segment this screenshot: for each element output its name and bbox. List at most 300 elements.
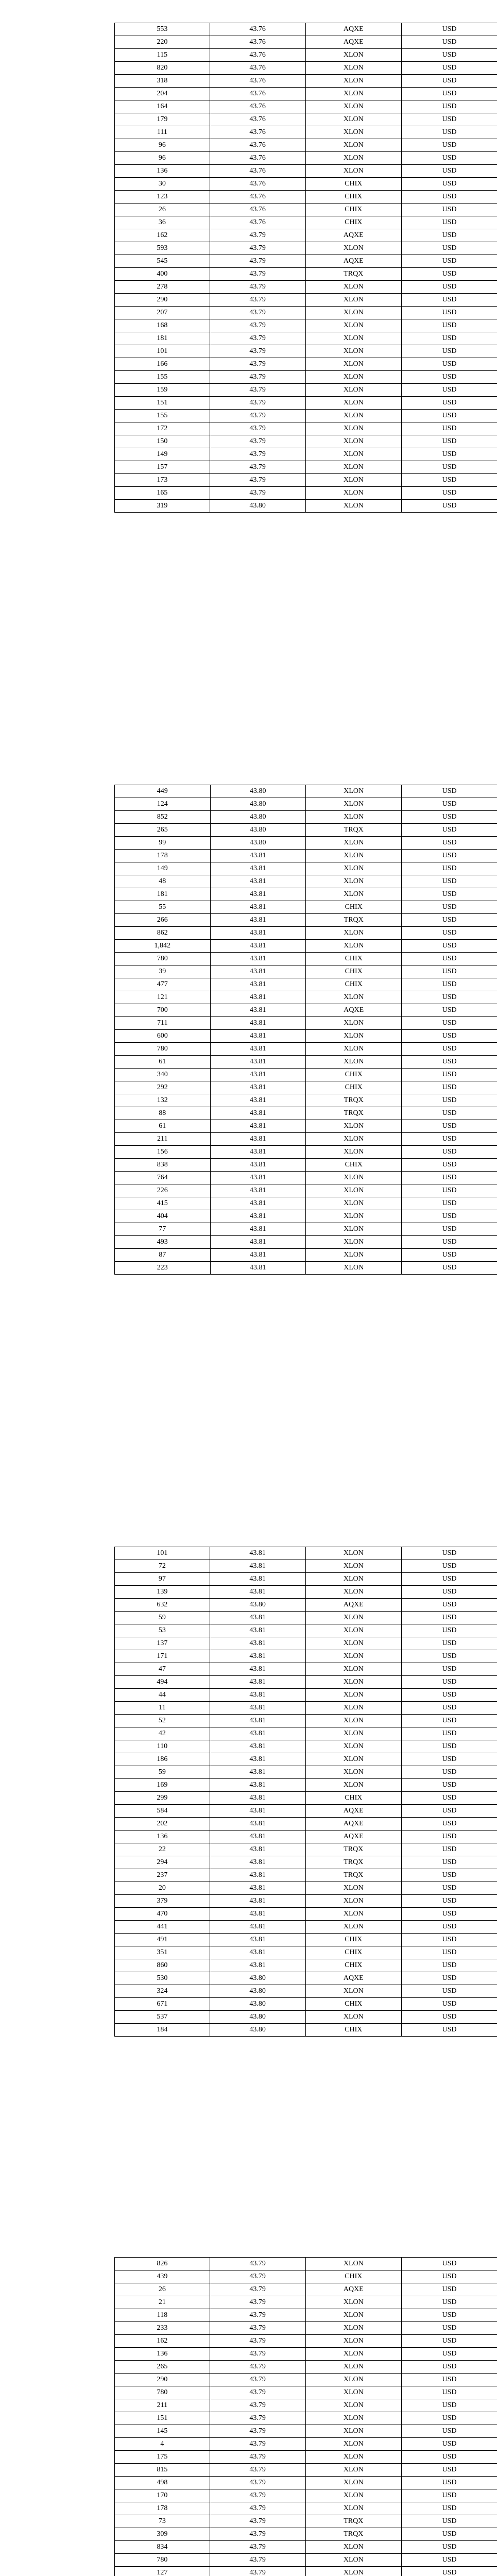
currency-cell: USD [402,2438,497,2451]
quantity-cell: 139 [115,1586,210,1599]
venue-cell: XLON [306,1236,402,1249]
price-cell: 43.81 [210,1676,305,1689]
table-row [115,1573,497,1586]
price-cell: 43.80 [210,1998,305,2011]
venue-cell: XLON [305,100,402,113]
quantity-cell: 178 [115,850,211,862]
price-cell: 43.81 [210,1017,306,1030]
venue-cell: XLON [305,2348,402,2361]
price-cell: 43.79 [210,2425,305,2438]
venue-cell: XLON [306,1133,402,1146]
price-cell: 43.79 [210,229,305,242]
currency-cell: USD [402,914,497,927]
price-cell: 43.79 [210,2361,305,2374]
price-cell: 43.81 [210,1081,306,1094]
quantity-cell: 449 [115,785,211,798]
quantity-cell: 318 [115,75,210,88]
table-row [115,113,497,126]
price-cell: 43.79 [210,397,305,410]
currency-cell: USD [402,1056,497,1069]
venue-cell: XLON [305,62,402,75]
currency-cell: USD [402,268,497,281]
table-row [115,139,497,152]
currency-cell: USD [402,1753,497,1766]
quantity-cell: 156 [115,1146,211,1159]
table-row [115,2361,497,2374]
table-row [115,1249,497,1262]
currency-cell: USD [402,2024,497,2037]
price-cell: 43.76 [210,100,305,113]
quantity-cell: 862 [115,927,211,940]
venue-cell: XLON [306,1017,402,1030]
table-row [115,410,497,422]
venue-cell: XLON [305,1637,402,1650]
venue-cell: XLON [305,2438,402,2451]
currency-cell: USD [402,1017,497,1030]
price-cell: 43.76 [210,62,305,75]
currency-cell: USD [402,410,497,422]
quantity-cell: 132 [115,1094,211,1107]
venue-cell: TRQX [305,1869,402,1882]
price-cell: 43.76 [210,204,305,216]
table-row [115,2451,497,2464]
price-cell: 43.81 [210,1223,306,1236]
trade-table-1 [114,23,497,513]
quantity-cell: 491 [115,1934,210,1946]
table-row [115,178,497,191]
price-cell: 43.81 [210,1843,305,1856]
quantity-cell: 834 [115,2541,210,2554]
price-cell: 43.81 [210,927,306,940]
venue-cell: AQXE [305,1818,402,1831]
table-row [115,152,497,165]
currency-cell: USD [402,1069,497,1081]
venue-cell: CHIX [305,1959,402,1972]
venue-cell: XLON [305,2412,402,2425]
table-row [115,1843,497,1856]
quantity-cell: 44 [115,1689,210,1702]
venue-cell: XLON [305,152,402,165]
venue-cell: CHIX [305,2270,402,2283]
venue-cell: XLON [305,2335,402,2348]
price-cell: 43.81 [210,1159,306,1172]
quantity-cell: 162 [115,2335,210,2348]
venue-cell: XLON [306,940,402,953]
venue-cell: XLON [305,281,402,294]
quantity-cell: 379 [115,1895,210,1908]
price-cell: 43.81 [210,862,306,875]
currency-cell: USD [402,1004,497,1017]
table-row [115,2399,497,2412]
currency-cell: USD [402,152,497,165]
quantity-cell: 173 [115,474,210,487]
venue-cell: TRQX [305,2515,402,2528]
price-cell: 43.81 [210,1740,305,1753]
quantity-cell: 351 [115,1946,210,1959]
quantity-cell: 294 [115,1856,210,1869]
currency-cell: USD [402,281,497,294]
quantity-cell: 47 [115,1663,210,1676]
currency-cell: USD [402,204,497,216]
table-row [115,1676,497,1689]
venue-cell: XLON [305,1547,402,1560]
table-row [115,397,497,410]
venue-cell: XLON [305,1663,402,1676]
venue-cell: CHIX [306,1159,402,1172]
price-cell: 43.81 [210,1792,305,1805]
price-cell: 43.81 [210,1702,305,1715]
price-cell: 43.81 [210,1753,305,1766]
price-cell: 43.81 [210,1573,305,1586]
price-cell: 43.79 [210,2528,305,2541]
currency-cell: USD [402,837,497,850]
table-row [115,1663,497,1676]
price-cell: 43.81 [210,1107,306,1120]
currency-cell: USD [402,1663,497,1676]
price-cell: 43.81 [210,1946,305,1959]
currency-cell: USD [402,371,497,384]
quantity-cell: 61 [115,1056,211,1069]
venue-cell: XLON [305,500,402,513]
table-row [115,2374,497,2386]
table-row [115,281,497,294]
currency-cell: USD [402,1573,497,1586]
currency-cell: USD [402,2296,497,2309]
venue-cell: CHIX [306,965,402,978]
price-cell: 43.81 [210,1882,305,1895]
currency-cell: USD [402,178,497,191]
venue-cell: XLON [305,384,402,397]
price-cell: 43.81 [210,1210,306,1223]
venue-cell: XLON [305,294,402,307]
quantity-cell: 780 [115,2554,210,2567]
venue-cell: XLON [305,2322,402,2335]
venue-cell: XLON [305,422,402,435]
table-row [115,798,497,811]
quantity-cell: 184 [115,2024,210,2037]
price-cell: 43.76 [210,36,305,49]
price-cell: 43.80 [210,1972,305,1985]
currency-cell: USD [402,2374,497,2386]
price-cell: 43.80 [210,2011,305,2024]
quantity-cell: 671 [115,1998,210,2011]
quantity-cell: 159 [115,384,210,397]
table-row [115,850,497,862]
price-cell: 43.80 [210,785,306,798]
quantity-cell: 498 [115,2477,210,2489]
currency-cell: USD [402,1908,497,1921]
quantity-cell: 593 [115,242,210,255]
currency-cell: USD [402,1959,497,1972]
quantity-cell: 88 [115,1107,211,1120]
price-cell: 43.76 [210,23,305,36]
quantity-cell: 101 [115,345,210,358]
table-row [115,1715,497,1727]
venue-cell: XLON [306,1056,402,1069]
venue-cell: XLON [306,1210,402,1223]
venue-cell: AQXE [306,1004,402,1017]
price-cell: 43.81 [210,1727,305,1740]
currency-cell: USD [402,229,497,242]
venue-cell: AQXE [305,1805,402,1818]
table-row [115,62,497,75]
currency-cell: USD [402,2322,497,2335]
currency-cell: USD [402,1856,497,1869]
price-cell: 43.79 [210,268,305,281]
table-row [115,2011,497,2024]
venue-cell: CHIX [305,1792,402,1805]
venue-cell: XLON [305,126,402,139]
price-cell: 43.81 [210,1856,305,1869]
venue-cell: TRQX [305,2528,402,2541]
table-row [115,824,497,837]
price-cell: 43.80 [210,798,306,811]
currency-cell: USD [402,1650,497,1663]
currency-cell: USD [402,2011,497,2024]
price-cell: 43.76 [210,165,305,178]
quantity-cell: 96 [115,152,210,165]
venue-cell: TRQX [306,1094,402,1107]
table-row [115,358,497,371]
table-row [115,785,497,798]
quantity-cell: 266 [115,914,211,927]
venue-cell: XLON [305,2541,402,2554]
venue-cell: XLON [306,1146,402,1159]
currency-cell: USD [402,2515,497,2528]
currency-cell: USD [402,1715,497,1727]
price-cell: 43.81 [210,1120,306,1133]
table-row [115,1262,497,1275]
quantity-cell: 149 [115,448,210,461]
price-cell: 43.81 [210,1921,305,1934]
table-row [115,204,497,216]
table-row [115,255,497,268]
currency-cell: USD [402,2309,497,2322]
currency-cell: USD [402,888,497,901]
table-row [115,1094,497,1107]
quantity-cell: 265 [115,2361,210,2374]
venue-cell: AQXE [305,1599,402,1612]
venue-cell: XLON [305,2258,402,2270]
price-cell: 43.79 [210,2386,305,2399]
table-row [115,2425,497,2438]
price-cell: 43.81 [210,1030,306,1043]
quantity-cell: 118 [115,2309,210,2322]
table-row [115,914,497,927]
venue-cell: XLON [305,2425,402,2438]
price-cell: 43.81 [210,1779,305,1792]
quantity-cell: 553 [115,23,210,36]
venue-cell: AQXE [305,2283,402,2296]
table-row [115,2554,497,2567]
table-row [115,1856,497,1869]
quantity-cell: 584 [115,1805,210,1818]
price-cell: 43.79 [210,2283,305,2296]
currency-cell: USD [402,875,497,888]
price-cell: 43.79 [210,2464,305,2477]
table-row [115,1120,497,1133]
table-row [115,1908,497,1921]
currency-cell: USD [402,1831,497,1843]
venue-cell: XLON [306,785,402,798]
price-cell: 43.79 [210,371,305,384]
table-row [115,474,497,487]
price-cell: 43.80 [210,837,306,850]
table-row [115,1805,497,1818]
venue-cell: TRQX [305,268,402,281]
venue-cell: XLON [305,474,402,487]
currency-cell: USD [402,2386,497,2399]
table-row [115,2438,497,2451]
venue-cell: XLON [305,1779,402,1792]
currency-cell: USD [402,1159,497,1172]
table-row [115,345,497,358]
price-cell: 43.81 [210,1650,305,1663]
trade-table-4 [114,2257,497,2576]
table-row [115,2541,497,2554]
quantity-cell: 537 [115,2011,210,2024]
price-cell: 43.81 [210,1663,305,1676]
quantity-cell: 815 [115,2464,210,2477]
venue-cell: CHIX [306,978,402,991]
price-cell: 43.81 [210,1094,306,1107]
currency-cell: USD [402,1172,497,1184]
quantity-cell: 530 [115,1972,210,1985]
currency-cell: USD [402,100,497,113]
table-row [115,965,497,978]
price-cell: 43.81 [210,1172,306,1184]
table-row [115,191,497,204]
currency-cell: USD [402,1766,497,1779]
quantity-cell: 97 [115,1573,210,1586]
currency-cell: USD [402,1236,497,1249]
currency-cell: USD [402,487,497,500]
currency-cell: USD [402,1146,497,1159]
price-cell: 43.81 [210,1908,305,1921]
quantity-cell: 211 [115,2399,210,2412]
quantity-cell: 155 [115,371,210,384]
quantity-cell: 61 [115,1120,211,1133]
venue-cell: CHIX [306,1069,402,1081]
venue-cell: CHIX [305,178,402,191]
price-cell: 43.79 [210,255,305,268]
currency-cell: USD [402,1599,497,1612]
table-row [115,1702,497,1715]
currency-cell: USD [402,1184,497,1197]
table-row [115,319,497,332]
price-cell: 43.79 [210,2477,305,2489]
venue-cell: XLON [306,1249,402,1262]
currency-cell: USD [402,927,497,940]
currency-cell: USD [402,901,497,914]
table-row [115,1882,497,1895]
price-cell: 43.76 [210,152,305,165]
price-cell: 43.81 [210,901,306,914]
price-cell: 43.81 [210,1818,305,1831]
currency-cell: USD [402,1895,497,1908]
price-cell: 43.79 [210,281,305,294]
venue-cell: XLON [306,875,402,888]
quantity-cell: 415 [115,1197,211,1210]
venue-cell: XLON [305,1676,402,1689]
venue-cell: XLON [305,75,402,88]
venue-cell: XLON [305,2296,402,2309]
currency-cell: USD [402,113,497,126]
price-cell: 43.79 [210,2554,305,2567]
table-row [115,1586,497,1599]
price-cell: 43.76 [210,191,305,204]
currency-cell: USD [402,1547,497,1560]
quantity-cell: 220 [115,36,210,49]
table-row [115,332,497,345]
currency-cell: USD [402,2528,497,2541]
venue-cell: XLON [305,2567,402,2576]
currency-cell: USD [402,36,497,49]
venue-cell: CHIX [306,901,402,914]
price-cell: 43.80 [210,500,305,513]
table-row [115,1753,497,1766]
venue-cell: XLON [306,798,402,811]
currency-cell: USD [402,126,497,139]
price-cell: 43.81 [210,1146,306,1159]
quantity-cell: 820 [115,62,210,75]
table-row [115,2348,497,2361]
venue-cell: XLON [305,139,402,152]
quantity-cell: 292 [115,1081,211,1094]
venue-cell: XLON [305,1727,402,1740]
venue-cell: XLON [305,1985,402,1998]
quantity-cell: 22 [115,1843,210,1856]
price-cell: 43.79 [210,2322,305,2335]
table-row [115,461,497,474]
currency-cell: USD [402,785,497,798]
quantity-cell: 237 [115,1869,210,1882]
currency-cell: USD [402,62,497,75]
price-cell: 43.79 [210,2335,305,2348]
currency-cell: USD [402,332,497,345]
quantity-cell: 115 [115,49,210,62]
price-cell: 43.81 [210,1133,306,1146]
table-row [115,1869,497,1882]
price-cell: 43.81 [210,875,306,888]
currency-cell: USD [402,1197,497,1210]
currency-cell: USD [402,461,497,474]
table-row [115,1946,497,1959]
quantity-cell: 223 [115,1262,211,1275]
table-row [115,1133,497,1146]
price-cell: 43.81 [210,1934,305,1946]
table-row [115,1030,497,1043]
price-cell: 43.81 [210,1689,305,1702]
venue-cell: XLON [305,461,402,474]
quantity-cell: 162 [115,229,210,242]
venue-cell: TRQX [305,1856,402,1869]
quantity-cell: 711 [115,1017,211,1030]
currency-cell: USD [402,255,497,268]
price-cell: 43.81 [210,1197,306,1210]
quantity-cell: 52 [115,1715,210,1727]
price-cell: 43.81 [210,1805,305,1818]
venue-cell: XLON [305,1895,402,1908]
table-row [115,165,497,178]
currency-cell: USD [402,2477,497,2489]
price-cell: 43.79 [210,2348,305,2361]
currency-cell: USD [402,1133,497,1146]
price-cell: 43.76 [210,126,305,139]
currency-cell: USD [402,1560,497,1573]
price-cell: 43.79 [210,2399,305,2412]
quantity-cell: 110 [115,1740,210,1753]
